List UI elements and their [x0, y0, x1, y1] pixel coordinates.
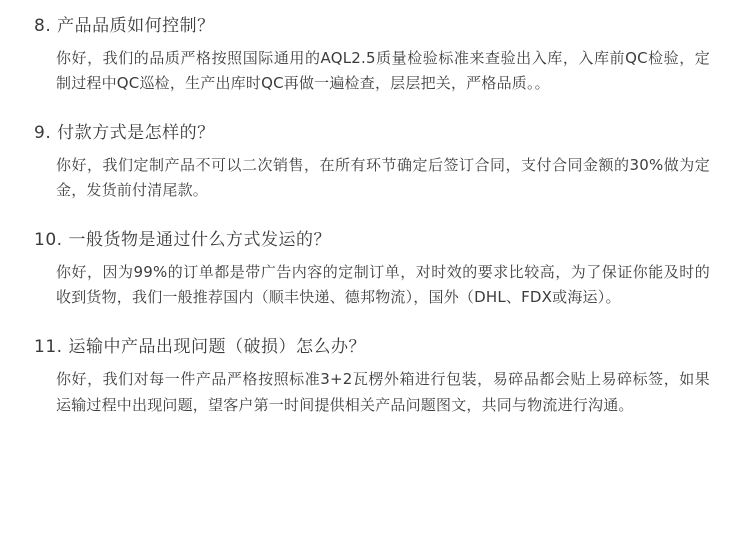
faq-question: 8. 产品品质如何控制？ — [34, 16, 215, 36]
faq-answer: 你好，因为99%的订单都是带广告内容的定制订单，对时效的要求比较高，为了保证你能及时的收到货物，我们一般推荐国内（顺丰快递、德邦物流），国外（DHL、FDX或海运）。 — [56, 262, 710, 307]
faq-item — [34, 335, 720, 418]
faq-answer: 你好，我们对每一件产品严格按照标准3+2瓦楞外箱进行包装，易碎品都会贴上易碎标签，如果运输过程中出现问题，望客户第一时间提供相关产品问题图文，共同与物流进行沟通。 — [56, 369, 710, 414]
faq-item — [34, 121, 720, 204]
faq-question: 11. 运输中产品出现问题（破损）怎么办？ — [34, 337, 366, 358]
faq-answer: 你好，我们的品质严格按照国际通用的AQL2.5质量检验标准来查验出入库，入库前QC检验，定制过程中QC巡检，生产出库时QC再做一遍检查，层层把关，严格品质。。 — [56, 48, 710, 93]
faq-answer: 你好，我们定制产品不可以二次销售，在所有环节确定后签订合同，支付合同金额的30%做为定金，发货前付清尾款。 — [56, 155, 710, 200]
faq-question: 10. 一般货物是通过什么方式发运的？ — [34, 230, 331, 251]
faq-item — [34, 228, 720, 311]
faq-item — [34, 14, 720, 97]
faq-question: 9. 付款方式是怎样的？ — [34, 123, 215, 144]
